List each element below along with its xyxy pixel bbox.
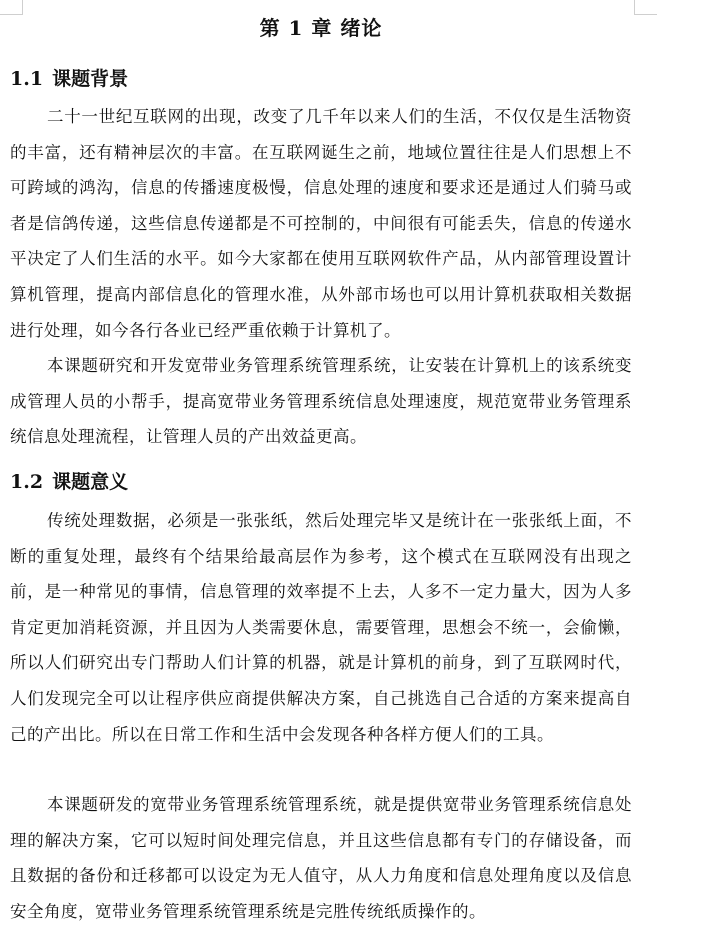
section-heading-1-1 (10, 66, 128, 92)
paragraph-significance-1: 传统处理数据，必须是一张张纸，然后处理完毕又是统计在一张张纸上面，不断的重复处理，最终有个结果给最高层作为参考，这个模式在互联网没有出现之前，是一种常见的事情，信息管理的效率提不上去，人多不一定力量大，因为人多肯定更加消耗资源，并且因为人类需要休息，需要管理，思想会不统一，会偷懒，所以人们研究出专门帮助人们计算的机器，就是计算机的前身，到了互联网时代，人们发现完全可以让程序供应商提供解决方案，自己挑选自己合适的方案来提高自己的产出比。所以在日常工作和生活中会发现各种各样方便人们的工具。 (10, 511, 632, 744)
section-title: 课题背景 (52, 68, 129, 90)
section-title: 课题意义 (52, 471, 129, 493)
margin-corner-mark-left (0, 0, 23, 15)
paragraph-background-2: 本课题研究和开发宽带业务管理系统管理系统，让安装在计算机上的该系统变成管理人员的小帮手，提高宽带业务管理系统信息处理速度，规范宽带业务管理系统信息处理流程，让管理人员的产出效益更高。 (10, 356, 632, 447)
section-number: 1.1 (10, 68, 44, 90)
paragraph-background-1: 二十一世纪互联网的出现，改变了几千年以来人们的生活，不仅仅是生活物资的丰富，还有精神层次的丰富。在互联网诞生之前，地域位置往往是人们思想上不可跨域的鸿沟，信息的传播速度极慢，信息处理的速度和要求还是通过人们骑马或者是信鸽传递，这些信息传递都是不可控制的，中间很有可能丢失，信息的传递水平决定了人们生活的水平。如今大家都在使用互联网软件产品，从内部管理设置计算机管理，提高内部信息化的管理水准，从外部市场也可以用计算机获取相关数据进行处理，如今各行各业已经严重依赖于计算机了。 (10, 107, 632, 340)
paragraph-significance-2: 本课题研发的宽带业务管理系统管理系统，就是提供宽带业务管理系统信息处理的解决方案，它可以短时间处理完信息，并且这些信息都有专门的存储设备，而且数据的备份和迁移都可以设定为无人值守，从人力角度和信息处理角度以及信息安全角度，宽带业务管理系统管理系统是完胜传统纸质操作的。 (10, 795, 632, 921)
section-number: 1.2 (10, 471, 44, 493)
section-heading-1-2 (10, 469, 128, 495)
margin-corner-mark-right (634, 0, 657, 15)
chapter-title: 第 1 章 绪论 (259, 16, 383, 40)
